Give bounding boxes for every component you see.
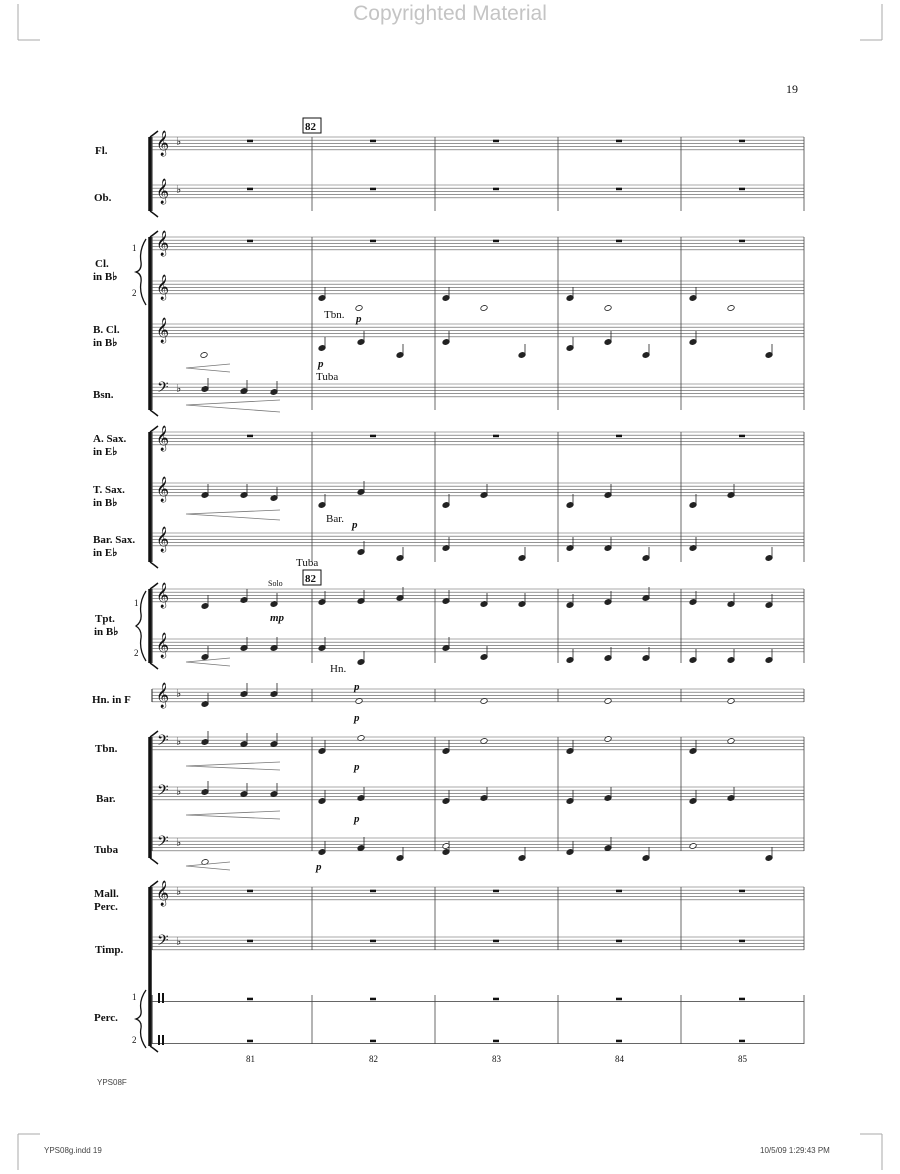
clef-tpt2: [156, 632, 169, 658]
decrescendo-hairpin: [186, 364, 230, 372]
label-hn: Hn. in F: [92, 694, 131, 706]
label-asax-key: in E♭: [93, 446, 118, 458]
instrument-labels: [92, 145, 135, 1024]
part-number-tpt-1: 1: [134, 598, 139, 608]
treble-clef-icon: 𝄞: [156, 881, 170, 906]
svg-text:82: 82: [305, 121, 316, 133]
flat-key-signature-icon: ♭: [176, 135, 182, 148]
flat-key-signature-icon: ♭: [176, 687, 182, 700]
svg-text:82: 82: [305, 573, 316, 585]
label-perc: Perc.: [94, 1012, 118, 1024]
staff-tsax: [152, 483, 804, 496]
treble-clef-icon: 𝄞: [156, 633, 170, 658]
decrescendo-hairpin: [186, 658, 230, 666]
whole-rest: [616, 890, 622, 893]
decrescendo-hairpin: [186, 762, 280, 770]
whole-rest: [247, 1040, 253, 1043]
decrescendo-hairpin: [186, 400, 280, 412]
label-fl: Fl.: [95, 145, 108, 157]
label-bcl-key: in B♭: [93, 337, 118, 349]
page-number: 19: [786, 82, 798, 96]
clef-cl1: [156, 230, 169, 256]
measure-number-85: 85: [738, 1054, 747, 1064]
label-tuba: Tuba: [94, 844, 119, 856]
label-tsax: T. Sax.: [93, 484, 125, 496]
whole-rest: [493, 240, 499, 243]
staff-tbn: [152, 737, 804, 750]
whole-rest: [493, 998, 499, 1001]
whole-rest: [739, 1040, 745, 1043]
whole-rest: [739, 240, 745, 243]
clef-hn: [156, 682, 181, 708]
whole-rest: [739, 890, 745, 893]
measure-rests: [247, 140, 745, 1042]
flat-key-signature-icon: ♭: [176, 836, 182, 849]
clef-tpt1: [156, 582, 169, 608]
flat-key-signature-icon: ♭: [176, 382, 182, 395]
staff-hn: [152, 689, 804, 702]
staff-bar: [152, 787, 804, 800]
whole-rest: [739, 435, 745, 438]
clef-barsax: [156, 526, 169, 552]
cue-solo: Solo: [268, 579, 283, 588]
part-number-cl-1: 1: [132, 243, 137, 253]
clef-tsax: [156, 476, 169, 502]
percussion-clef-icon: [158, 993, 160, 1003]
measure-number-81: 81: [246, 1054, 255, 1064]
whole-rest: [493, 890, 499, 893]
rehearsal-mark-brass: [303, 570, 321, 585]
label-tsax-key: in B♭: [93, 497, 118, 509]
whole-rest: [247, 890, 253, 893]
flat-key-signature-icon: ♭: [176, 735, 182, 748]
clarinet-note: [604, 305, 612, 312]
watermark: Copyrighted Material: [353, 2, 547, 25]
dynamic-p-tbn: p: [354, 761, 360, 773]
cue-hn: Hn.: [330, 663, 347, 675]
label-barsax: Bar. Sax.: [93, 534, 136, 546]
crop-marks: [18, 4, 882, 1170]
whole-rest: [247, 188, 253, 191]
clef-asax: [156, 425, 169, 451]
treble-clef-icon: 𝄞: [156, 683, 170, 708]
cue-tuba-barsax: Tuba: [296, 557, 319, 569]
cue-tuba-bcl: Tuba: [316, 371, 339, 383]
staff-tpt1: [152, 589, 804, 602]
staff-cl1: [152, 237, 804, 250]
dynamic-p-cl2: p: [356, 313, 362, 325]
staff-barsax: [152, 533, 804, 546]
whole-rest: [739, 140, 745, 143]
whole-rest: [739, 188, 745, 191]
part-number-cl-2: 2: [132, 288, 137, 298]
whole-rest: [370, 940, 376, 943]
dynamic-p-tsax: p: [352, 519, 358, 531]
print-slug-right: 10/5/09 1:29:43 PM: [760, 1146, 830, 1155]
treble-clef-icon: 𝄞: [156, 583, 170, 608]
clef-fl: [156, 130, 181, 156]
whole-rest: [616, 998, 622, 1001]
part-number-tpt-2: 2: [134, 648, 139, 658]
treble-clef-icon: 𝄞: [156, 426, 170, 451]
decrescendo-hairpin: [186, 510, 280, 520]
treble-clef-icon: 𝄞: [156, 477, 170, 502]
cue-bar: Bar.: [326, 513, 345, 525]
whole-rest: [493, 940, 499, 943]
label-bcl: B. Cl.: [93, 324, 120, 336]
part-number-perc-2: 2: [132, 1035, 137, 1045]
rehearsal-mark-top: [303, 118, 321, 133]
staff-cl2: [152, 281, 804, 294]
clarinet-note: [727, 305, 735, 312]
whole-rest: [616, 1040, 622, 1043]
label-cl: Cl.: [95, 258, 109, 270]
dynamic-p-hn: p: [354, 712, 360, 724]
flat-key-signature-icon: ♭: [176, 785, 182, 798]
bass-clef-icon: 𝄢: [157, 732, 169, 753]
whole-rest: [247, 140, 253, 143]
whole-rest: [247, 435, 253, 438]
clef-bcl: [156, 317, 169, 343]
bass-clarinet-note: [200, 352, 208, 359]
treble-clef-icon: 𝄞: [156, 527, 170, 552]
clefs: [156, 130, 181, 1045]
bass-clef-icon: 𝄢: [157, 782, 169, 803]
whole-rest: [370, 998, 376, 1001]
label-mall: Mall.: [94, 888, 119, 900]
print-slug-left: YPS08g.indd 19: [44, 1146, 102, 1155]
bass-clef-icon: 𝄢: [157, 379, 169, 400]
barlines: [152, 137, 804, 1044]
whole-rest: [370, 435, 376, 438]
dynamic-p-bcl: p: [318, 358, 324, 370]
staves: [152, 137, 804, 1043]
staff-timp: [152, 937, 804, 950]
staff-asax: [152, 432, 804, 445]
whole-rest: [493, 188, 499, 191]
bass-clef-icon: 𝄢: [157, 833, 169, 854]
whole-rest: [616, 188, 622, 191]
dynamic-p-bar: p: [354, 813, 360, 825]
staff-bcl: [152, 324, 804, 337]
whole-rest: [247, 940, 253, 943]
whole-rest: [616, 940, 622, 943]
whole-rest: [370, 140, 376, 143]
measure-number-84: 84: [615, 1054, 624, 1064]
label-bar: Bar.: [96, 793, 116, 805]
whole-rest: [493, 1040, 499, 1043]
label-barsax-key: in E♭: [93, 547, 118, 559]
treble-clef-icon: 𝄞: [156, 275, 170, 300]
trombone-note: [604, 736, 612, 743]
whole-rest: [370, 1040, 376, 1043]
footer-code: YPS08F: [97, 1078, 127, 1087]
whole-rest: [739, 940, 745, 943]
whole-rest: [616, 140, 622, 143]
treble-clef-icon: 𝄞: [156, 231, 170, 256]
flat-key-signature-icon: ♭: [176, 935, 182, 948]
whole-rest: [247, 998, 253, 1001]
staff-fl: [152, 137, 804, 150]
bass-clef-icon: 𝄢: [157, 932, 169, 953]
tuba-note: [689, 843, 697, 850]
treble-clef-icon: 𝄞: [156, 131, 170, 156]
treble-clef-icon: 𝄞: [156, 318, 170, 343]
dynamic-p-tpt2: p: [354, 681, 360, 693]
label-tbn: Tbn.: [95, 743, 118, 755]
measure-number-83: 83: [492, 1054, 501, 1064]
percussion-clef-icon: [158, 1035, 160, 1045]
part-numbers: [132, 243, 139, 1045]
staff-bsn: [152, 384, 804, 397]
whole-rest: [370, 890, 376, 893]
staff-ob: [152, 185, 804, 198]
group-brackets: [136, 131, 158, 1052]
measure-number-82: 82: [369, 1054, 378, 1064]
staff-tpt2: [152, 639, 804, 652]
whole-rest: [616, 435, 622, 438]
notes: [200, 287, 773, 865]
percussion-clef-icon: [162, 1035, 164, 1045]
dynamic-p-tuba: p: [316, 861, 322, 873]
clef-mall: [156, 880, 181, 906]
label-timp: Timp.: [95, 944, 124, 956]
clef-cl2: [156, 274, 169, 300]
clarinet-note: [480, 305, 488, 312]
staff-tuba: [152, 838, 804, 851]
label-tpt-key: in B♭: [94, 626, 119, 638]
decrescendo-hairpin: [186, 811, 280, 819]
percussion-clef-icon: [162, 993, 164, 1003]
whole-rest: [370, 240, 376, 243]
dynamic-mp-tpt: mp: [270, 612, 285, 624]
hairpins: [186, 364, 280, 870]
label-asax: A. Sax.: [93, 433, 127, 445]
clef-ob: [156, 178, 181, 204]
whole-rest: [493, 435, 499, 438]
whole-rest: [493, 140, 499, 143]
cue-tbn: Tbn.: [324, 309, 345, 321]
measure-numbers: [246, 1054, 748, 1064]
whole-rest: [247, 240, 253, 243]
flat-key-signature-icon: ♭: [176, 183, 182, 196]
staff-mall: [152, 887, 804, 900]
treble-clef-icon: 𝄞: [156, 179, 170, 204]
whole-rest: [370, 188, 376, 191]
label-ob: Ob.: [94, 192, 112, 204]
label-mall-perc: Perc.: [94, 901, 118, 913]
label-tpt: Tpt.: [95, 613, 115, 625]
flat-key-signature-icon: ♭: [176, 885, 182, 898]
label-cl-key: in B♭: [93, 271, 118, 283]
clarinet-note: [355, 305, 363, 312]
whole-rest: [739, 998, 745, 1001]
part-number-perc-1: 1: [132, 992, 137, 1002]
label-bsn: Bsn.: [93, 389, 114, 401]
whole-rest: [616, 240, 622, 243]
